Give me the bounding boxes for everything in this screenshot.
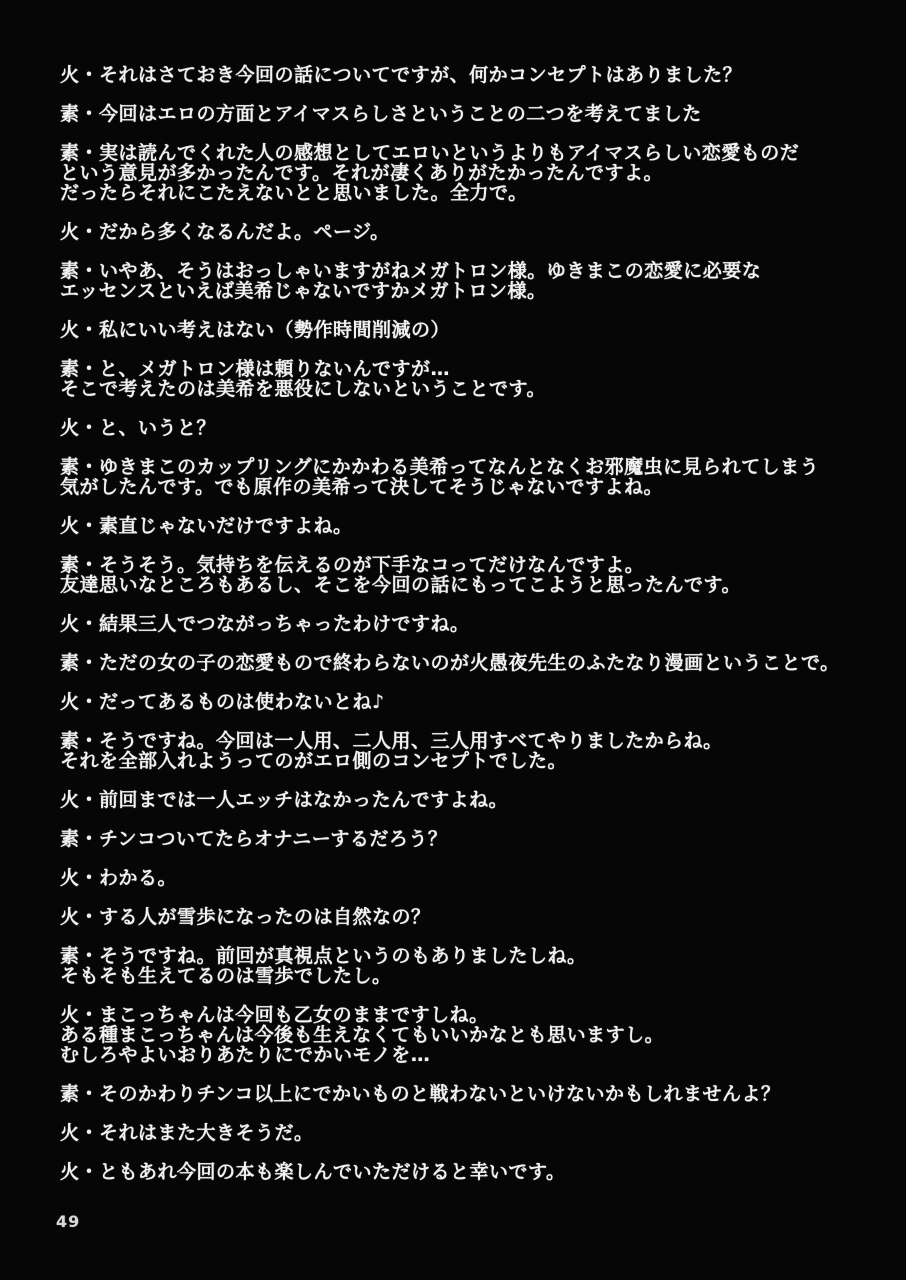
dialogue-line: 素・そうですね。前回が真視点というのもありましたしね。: [60, 945, 587, 967]
dialogue-line: そもそも生えてるのは雪歩でしたし。: [60, 965, 392, 987]
dialogue-line: 素・そうですね。今回は一人用、二人用、三人用すべてやりましたからね。: [60, 730, 723, 752]
dialogue-line: 火・だから多くなるんだよ。ページ。: [60, 221, 390, 243]
dialogue-line: 火・だってあるものは使わないとね♪: [60, 691, 385, 713]
page-number: 49: [56, 1212, 81, 1231]
dialogue-paragraph: [60, 516, 854, 536]
dialogue-line: 素・ただの女の子の恋愛もので終わらないのが火愚夜先生のふたなり漫画ということで。: [60, 652, 840, 674]
dialogue-paragraph: [60, 692, 854, 712]
dialogue-line: 素・そのかわりチンコ以上にでかいものと戦わないといけないかもしれませんよ？: [60, 1083, 781, 1105]
dialogue-paragraph: [60, 555, 854, 595]
dialogue-line: 友達思いなところもあるし、そこを今回の話にもってこようと思ったんです。: [60, 574, 741, 596]
dialogue-paragraph: [60, 261, 854, 301]
dialogue-line: 素・チンコついてたらオナニーするだろう？: [60, 828, 448, 850]
dialogue-line: 火・と、いうと？: [60, 417, 217, 439]
dialogue-paragraph: [60, 731, 854, 771]
dialogue-line: むしろやよいおりあたりにでかいモノを…: [60, 1044, 431, 1066]
dialogue-line: それを全部入れようってのがエロ側のコンセプトでした。: [60, 750, 568, 772]
dialogue-paragraph: [60, 907, 854, 927]
dialogue-line: 火・わかる。: [60, 867, 178, 889]
dialogue-line: 素・ゆきまこのカップリングにかかわる美希ってなんとなくお邪魔虫に見られてしまう: [60, 456, 820, 478]
dialogue-paragraph: [60, 790, 854, 810]
dialogue-paragraph: [60, 829, 854, 849]
dialogue-transcript: [60, 65, 854, 1182]
dialogue-line: 火・私にいい考えはない（勢作時間削減の）: [60, 319, 451, 341]
dialogue-paragraph: [60, 946, 854, 986]
dialogue-paragraph: [60, 1123, 854, 1143]
dialogue-line: そこで考えたのは美希を悪役にしないということです。: [60, 378, 546, 400]
dialogue-line: ある種まこっちゃんは今後も生えなくてもいいかなとも思いますし。: [60, 1024, 665, 1046]
dialogue-line: 火・それはさておき今回の話についてですが、何かコンセプトはありました？: [60, 64, 743, 86]
dialogue-line: だったらそれにこたえないとと思いました。全力で。: [60, 182, 528, 204]
dialogue-paragraph: [60, 653, 854, 673]
dialogue-paragraph: [60, 320, 854, 340]
dialogue-line: 素・実は読んでくれた人の感想としてエロいというよりもアイマスらしい恋愛ものだ: [60, 142, 800, 164]
dialogue-paragraph: [60, 1162, 854, 1182]
dialogue-paragraph: [60, 104, 854, 124]
dialogue-line: 気がしたんです。でも原作の美希って決してそうじゃないですよね。: [60, 476, 663, 498]
dialogue-paragraph: [60, 1084, 854, 1104]
dialogue-paragraph: [60, 418, 854, 438]
dialogue-paragraph: [60, 868, 854, 888]
dialogue-line: 火・ともあれ今回の本も楽しんでいただけると幸いです。: [60, 1161, 566, 1183]
dialogue-line: 素・今回はエロの方面とアイマスらしさということの二つを考えてました: [60, 103, 702, 125]
dialogue-line: 素・と、メガトロン様は頼りないんですが…: [60, 358, 451, 380]
dialogue-paragraph: [60, 143, 854, 203]
dialogue-line: 素・いやあ、そうはおっしゃいますがねメガトロン様。ゆきまこの恋愛に必要な: [60, 260, 762, 282]
dialogue-line: 火・結果三人でつながっちゃったわけですね。: [60, 613, 470, 635]
dialogue-paragraph: [60, 222, 854, 242]
dialogue-line: 火・前回までは一人エッチはなかったんですよね。: [60, 789, 509, 811]
dialogue-line: 火・する人が雪歩になったのは自然なの？: [60, 906, 431, 928]
dialogue-line: 火・それはまた大きそうだ。: [60, 1122, 314, 1144]
dialogue-paragraph: [60, 1005, 854, 1065]
dialogue-paragraph: [60, 614, 854, 634]
dialogue-paragraph: [60, 359, 854, 399]
dialogue-line: 火・素直じゃないだけですよね。: [60, 515, 353, 537]
dialogue-line: 素・そうそう。気持ちを伝えるのが下手なコってだけなんですよ。: [60, 554, 645, 576]
dialogue-paragraph: [60, 457, 854, 497]
dialogue-line: エッセンスといえば美希じゃないですかメガトロン様。: [60, 280, 547, 302]
dialogue-paragraph: [60, 65, 854, 85]
dialogue-line: という意見が多かったんです。それが凄くありがたかったんですよ。: [60, 162, 663, 184]
dialogue-line: 火・まこっちゃんは今回も乙女のままですしね。: [60, 1004, 489, 1026]
